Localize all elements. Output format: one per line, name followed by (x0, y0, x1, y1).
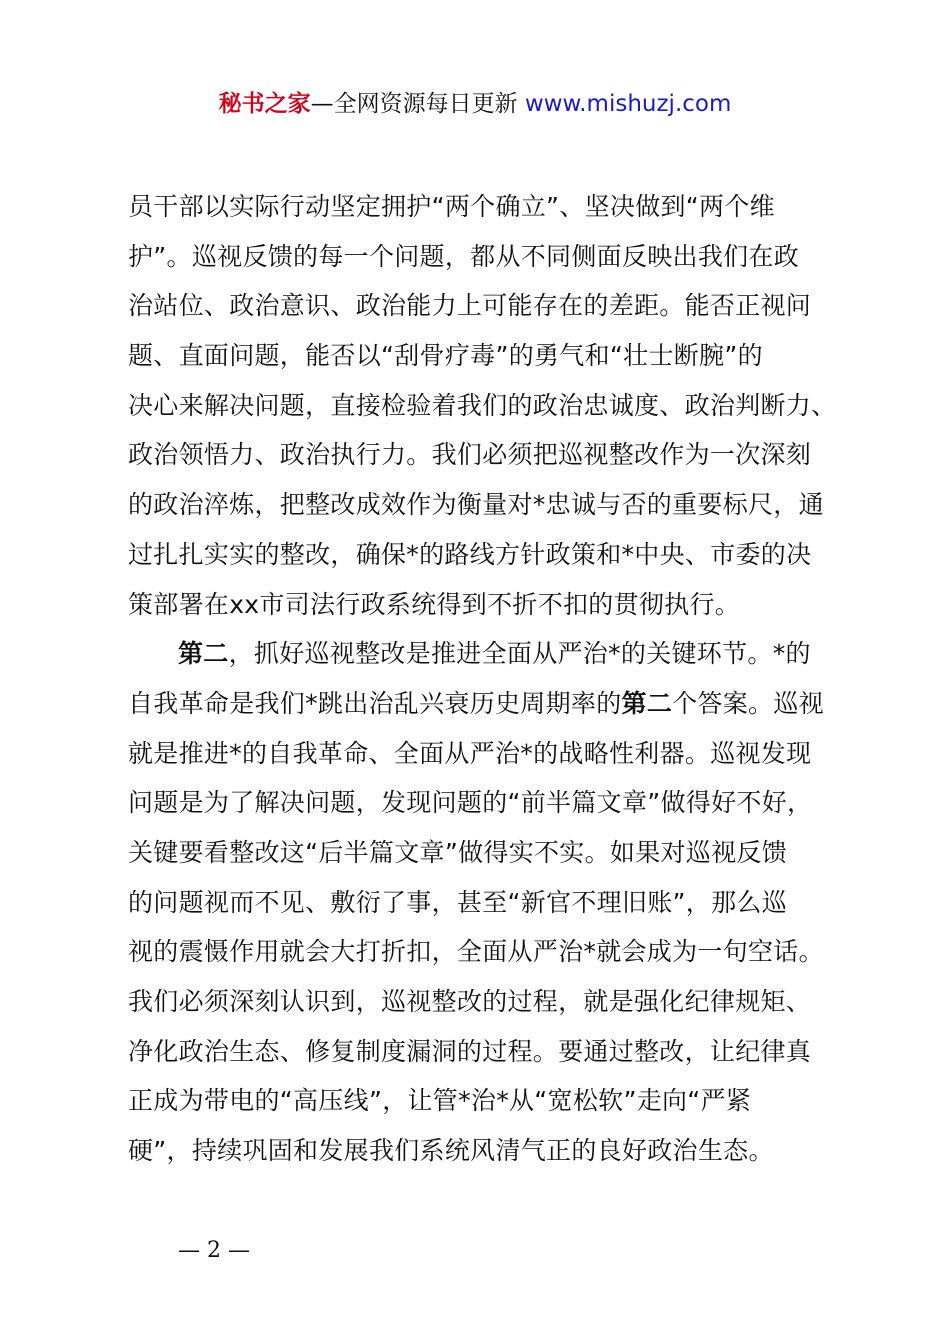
text-run: 个答案。巡视 (672, 688, 824, 718)
text-line (128, 679, 848, 729)
text-line: 治站位、政治意识、政治能力上可能存在的差距。能否正视问 (128, 291, 812, 321)
text-line: 问题是为了解决问题，发现问题的“前半篇文章”做得好不好， (128, 788, 813, 818)
text-line: 护”。巡视反馈的每一个问题，都从不同侧面反映出我们在政 (128, 241, 800, 271)
text-run: 自我革命是我们*跳出治乱兴衰历史周期率的 (128, 688, 622, 718)
text-line: 净化政治生态、修复制度漏洞的过程。要通过整改，让纪律真 (128, 1036, 812, 1066)
section-marker: 第二 (178, 639, 229, 669)
text-line: 视的震慑作用就会大打折扣，全面从严治*就会成为一句空话。 (128, 937, 824, 967)
document-body (128, 182, 848, 1176)
site-tagline: —全网资源每日更新 (310, 91, 525, 117)
text-line: 政治领悟力、政治执行力。我们必须把巡视整改作为一次深刻 (128, 440, 812, 470)
text-line: 我们必须深刻认识到，巡视整改的过程，就是强化纪律规矩、 (128, 987, 812, 1016)
text-line: 员干部以实际行动坚定拥护“两个确立”、坚决做到“两个维 (128, 192, 775, 221)
site-brand: 秘书之家 (218, 91, 311, 117)
text-line: 的问题视而不见、敷衍了事，甚至“新官不理旧账”，那么巡 (128, 887, 788, 917)
paragraph-2 (128, 629, 848, 1176)
text-line-first (128, 629, 848, 679)
text-line: 的政治淬炼，把整改成效作为衡量对*忠诚与否的重要标尺，通 (128, 490, 824, 520)
paragraph-1 (128, 182, 848, 629)
emphasis-text: 第二 (621, 688, 673, 718)
text-line: 题、直面问题，能否以“刮骨疗毒”的勇气和“壮士断腕”的 (128, 341, 763, 371)
text-line: 就是推进*的自我革命、全面从严治*的战略性利器。巡视发现 (128, 738, 812, 768)
text-run: ，抓好巡视整改是推进全面从严治*的关键环节。*的 (228, 639, 811, 669)
site-url-link[interactable]: www.mishuzj.com (524, 91, 732, 117)
text-line: 正成为带电的“高压线”，让管*治*从“宽松软”走向“严紧 (128, 1086, 752, 1116)
text-line: 关键要看整改这“后半篇文章”做得实不实。如果对巡视反馈 (128, 837, 788, 867)
page-number: — 2 — (178, 1238, 250, 1263)
text-line: 决心来解决问题，直接检验着我们的政治忠诚度、政治判断力、 (128, 390, 837, 420)
page-header (0, 86, 950, 122)
text-line: 过扎扎实实的整改，确保*的路线方针政策和*中央、市委的决 (128, 539, 812, 569)
text-line: 策部署在xx市司法行政系统得到不折不扣的贯彻执行。 (128, 589, 741, 619)
text-line: 硬”，持续巩固和发展我们系统风清气正的良好政治生态。 (128, 1136, 774, 1166)
